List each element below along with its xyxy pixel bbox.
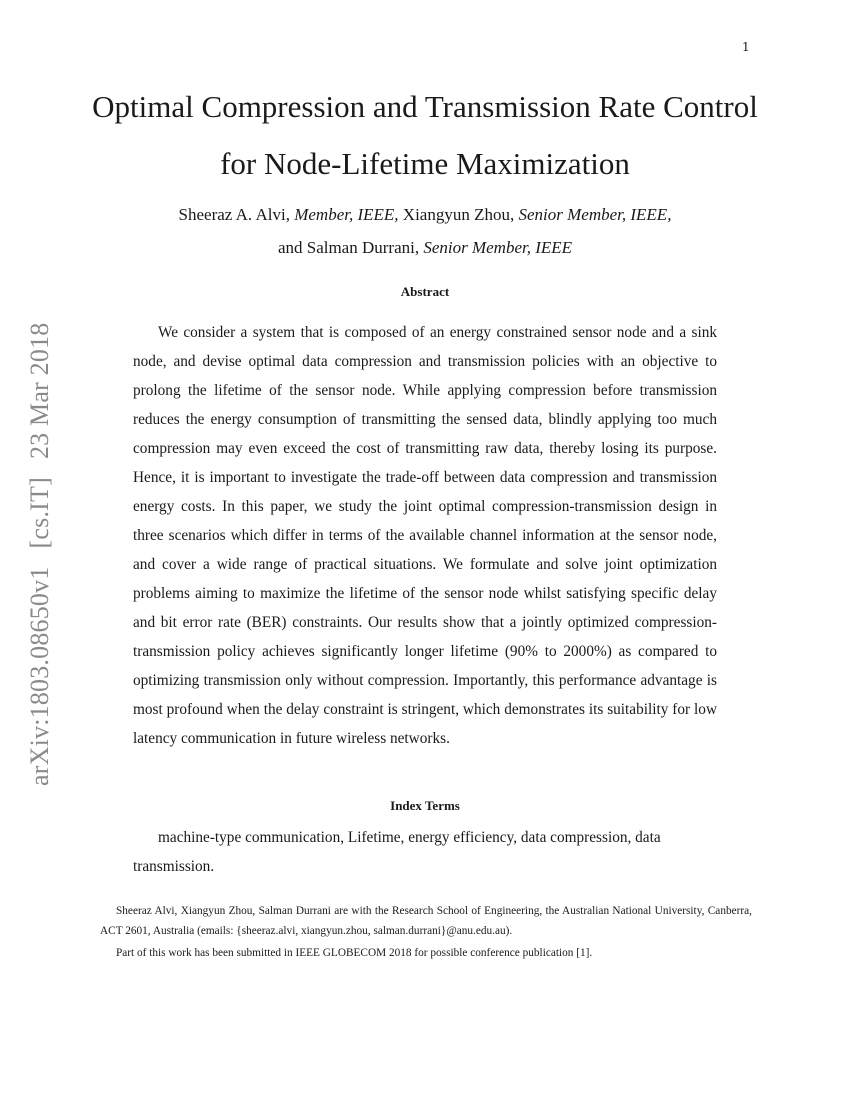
- author-name: Xiangyun Zhou,: [402, 205, 515, 224]
- paper-title: Optimal Compression and Transmission Rate Control for Node-Lifetime Maximization: [92, 89, 758, 181]
- index-terms-body: machine-type communication, Lifetime, energy efficiency, data compression, data transmission.: [133, 829, 661, 875]
- page-number: 1: [742, 40, 750, 54]
- abstract-body: We consider a system that is composed of an energy constrained sensor node and a sink node, and devise optimal data compression and transmission policies with an objective to prolong the lifetime of the sensor node. While applying compression before transmission reduces the energy consumption of transmitting the sensed data, blindly applying too much compression may even exceed the cost of transmitting raw data, thereby losing its purpose. Hence, it is important to investigate the trade-off between data compression and transmission energy costs. In this paper, we study the joint optimal compression-transmission design in three scenarios which differ in terms of the available channel information at the sensor node, and cover a wide range of practical situations. We formulate and solve joint optimization problems aiming to maximize the lifetime of the sensor node whilst satisfying specific delay and bit error rate (BER) constraints. Our results show that a jointly optimized compression-transmission policy achieves significantly longer lifetime (90% to 2000%) as compared to optimizing transmission only without compression. Importantly, this performance advantage is most profound when the delay constraint is stringent, which demonstrates its suitability for low latency communication in future wireless networks.: [133, 324, 717, 747]
- author-name: Sheeraz A. Alvi,: [178, 205, 290, 224]
- author-affiliation-role: Member, IEEE,: [294, 205, 399, 224]
- arxiv-category: [cs.IT]: [25, 477, 54, 549]
- arxiv-identifier-sidebar: [20, 266, 60, 786]
- author-name: and Salman Durrani,: [277, 238, 420, 257]
- index-terms-heading: Index Terms: [390, 798, 460, 813]
- submission-footnote: Part of this work has been submitted in IEEE GLOBECOM 2018 for possible conference publication [1].: [116, 947, 593, 959]
- arxiv-id: arXiv:1803.08650v1: [25, 566, 54, 786]
- author-affiliation-role: Senior Member, IEEE: [423, 238, 573, 257]
- author-list: [90, 198, 760, 264]
- author-affiliation-role: Senior Member, IEEE,: [518, 205, 672, 224]
- abstract-heading: Abstract: [400, 284, 450, 299]
- arxiv-date: 23 Mar 2018: [25, 322, 54, 460]
- affiliation-footnote: Sheeraz Alvi, Xiangyun Zhou, Salman Durrani are with the Research School of Engineering, the Australian National University, Canberra, ACT 2601, Australia (emails: {sheeraz.alvi, xiangyun.zhou, salman.durrani}@anu.edu.au).: [100, 905, 752, 937]
